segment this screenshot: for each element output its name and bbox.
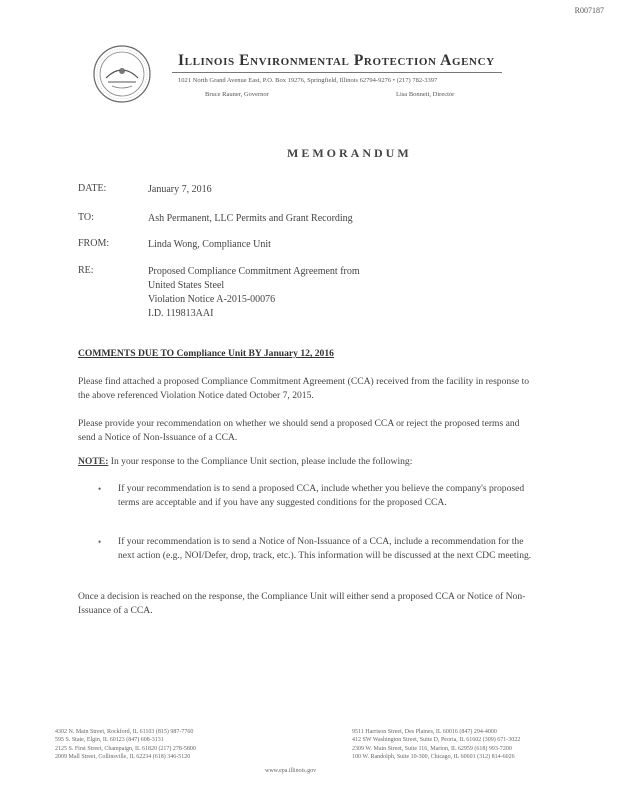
- bullet-non-issuance: If your recommendation is to send a Notice of Non-Issuance of a CCA, include a recommendation for the next action (e.g., NOI/Defer, drop, track, etc.). This information will be discussed at the next CDC meeting.: [118, 536, 532, 561]
- re-line-1: Proposed Compliance Commitment Agreement from: [148, 266, 360, 277]
- from-label: FROM:: [78, 238, 110, 249]
- to-value: Ash Permanent, LLC Permits and Grant Recording: [148, 213, 353, 224]
- footer-office-line: 9511 Harrison Street, Des Plaines, IL 60016 (847) 294-4000: [352, 729, 497, 735]
- memo-title: MEMORANDUM: [287, 146, 412, 160]
- bullet-marker: •: [98, 484, 102, 494]
- bullet-marker: •: [98, 537, 102, 547]
- footer-office-line: 595 S. State, Elgin, IL 60123 (847) 608-3131: [55, 737, 164, 744]
- header-rule: [172, 72, 502, 73]
- footer-office-line: 2125 S. First Street, Champaign, IL 61820 (217) 278-5800: [55, 745, 196, 752]
- comments-due-heading: COMMENTS DUE TO Compliance Unit BY January 12, 2016: [78, 348, 334, 359]
- footer-office-line: 412 SW Washington Street, Suite D, Peoria, IL 61602 (309) 671-3022: [352, 737, 521, 744]
- document-id: R007187: [574, 6, 604, 15]
- re-line-3: Violation Notice A-2015-00076: [148, 294, 276, 305]
- paragraph-attached-cca: Please find attached a proposed Compliance Commitment Agreement (CCA) received from the facility in response to the above referenced Violation Notice dated October 7, 2015.: [78, 376, 530, 401]
- footer-offices-left: [55, 728, 285, 762]
- re-line-4: I.D. 119813AAI: [148, 308, 214, 319]
- director-name: Lisa Bonnett, Director: [396, 91, 455, 98]
- agency-seal-icon: [92, 44, 152, 104]
- footer-office-line: 2309 W. Main Street, Suite 116, Marion, IL 62959 (618) 993-7200: [352, 745, 512, 752]
- re-label: RE:: [78, 265, 94, 276]
- agency-address: 1021 North Grand Avenue East, P.O. Box 19276, Springfield, Illinois 62794-9276 • (217) 782-3397: [178, 77, 438, 84]
- closing-paragraph: Once a decision is reached on the response, the Compliance Unit will either send a proposed CCA or Notice of Non-Issuance of a CCA.: [78, 591, 526, 616]
- footer-office-line: 2009 Mall Street, Collinsville, IL 62234 (618) 346-5120: [55, 754, 191, 761]
- footer-offices-right: [352, 728, 592, 762]
- re-line-2: United States Steel: [148, 280, 225, 291]
- from-value: Linda Wong, Compliance Unit: [148, 239, 271, 250]
- footer-office-line: 100 W. Randolph, Suite 10-300, Chicago, IL 60601 (312) 814-6026: [352, 754, 515, 761]
- note-paragraph: [78, 455, 538, 469]
- date-value: January 7, 2016: [148, 184, 212, 195]
- agency-name: Illinois Environmental Protection Agency: [178, 52, 495, 69]
- date-label: DATE:: [78, 183, 107, 194]
- note-text: In your response to the Compliance Unit section, please include the following:: [110, 456, 413, 467]
- bullet-send-cca: If your recommendation is to send a proposed CCA, include whether you believe the company's proposed terms are acceptable and if you have any suggested conditions for the proposed CCA.: [118, 483, 525, 508]
- paragraph-recommendation: Please provide your recommendation on whether we should send a proposed CCA or reject the proposed terms and send a Notice of Non-Issuance of a CCA.: [78, 418, 520, 443]
- governor-name: Bruce Rauner, Governor: [205, 91, 269, 98]
- footer-office-line: 4302 N. Main Street, Rockford, IL 61103 (815) 987-7760: [55, 729, 194, 735]
- note-label: NOTE:: [78, 456, 109, 467]
- footer-website: www.epa.illinois.gov: [265, 768, 317, 774]
- to-label: TO:: [78, 212, 94, 223]
